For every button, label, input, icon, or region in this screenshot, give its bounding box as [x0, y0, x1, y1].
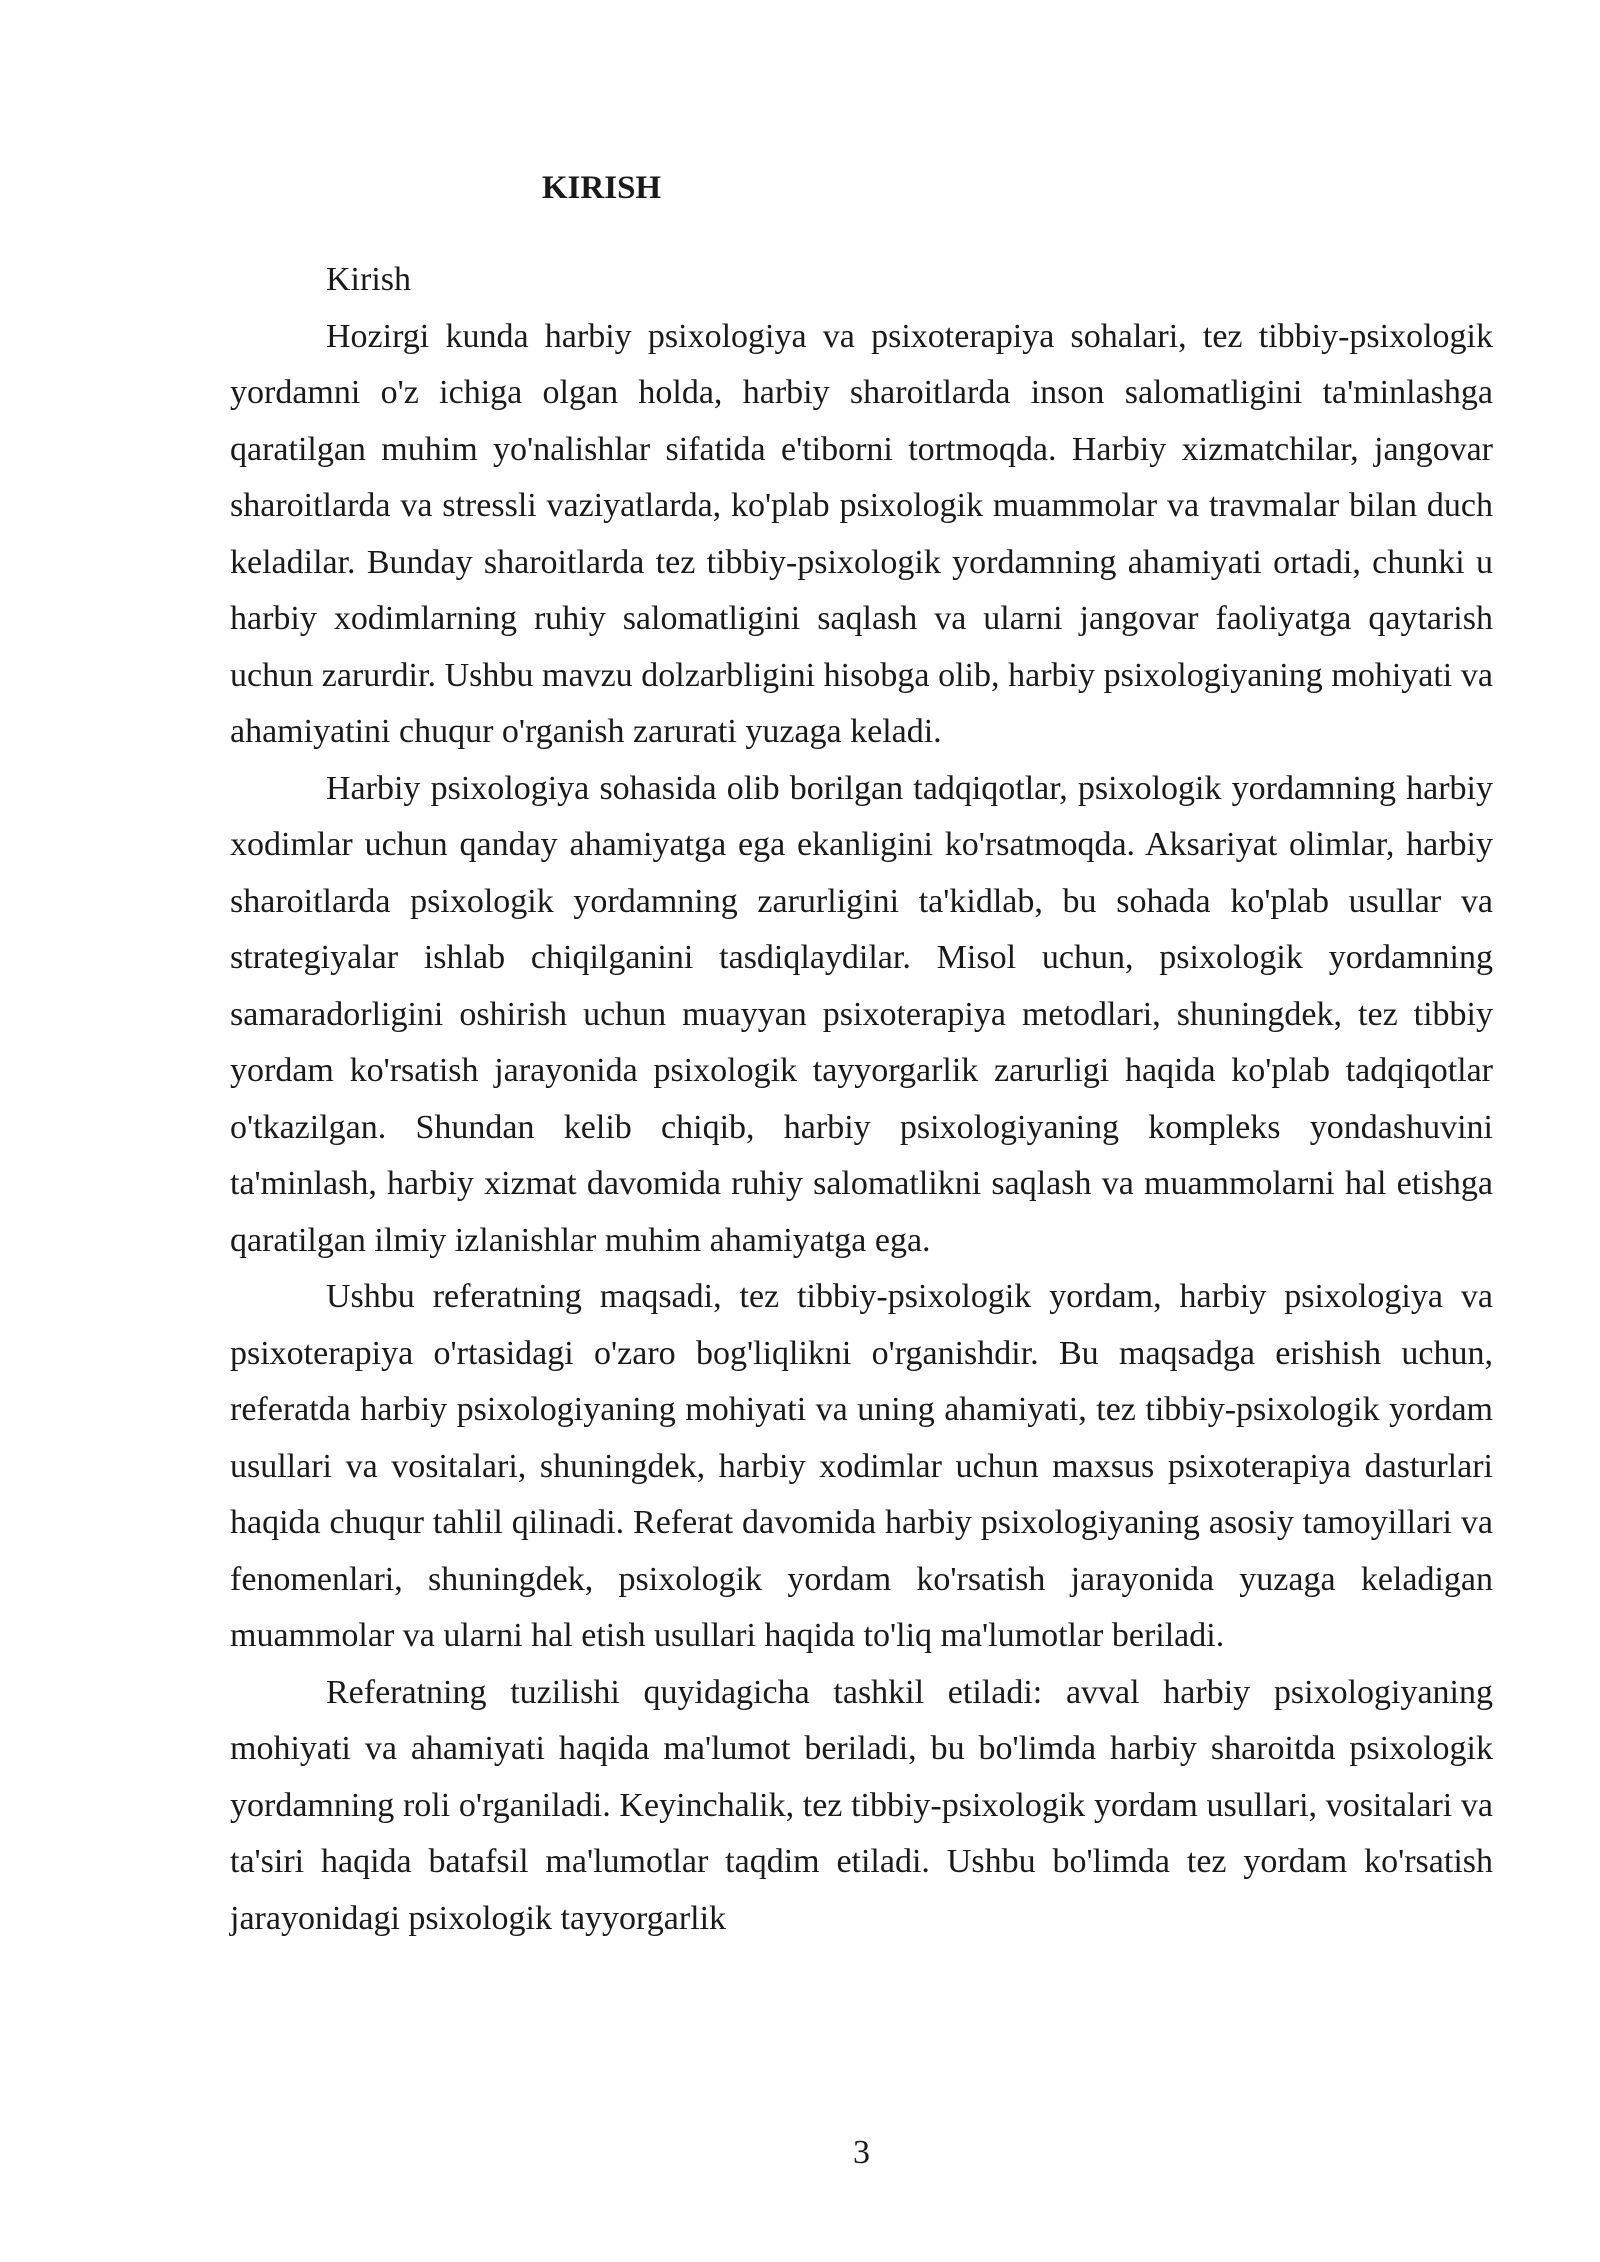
paragraph: Hozirgi kunda harbiy psixologiya va psixoterapiya sohalari, tez tibbiy-psixologik yordamni o'z ichiga olgan holda, harbiy sharoitlarda inson salomatligini ta'minlashga qaratilgan muhim yo'nalishlar sifatida e'tiborni tortmoqda. Harbiy xizmatchilar, jangovar sharoitlarda va stressli vaziyatlarda, ko'plab psixologik muammolar va travmalar bilan duch keladilar. Bunday sharoitlarda tez tibbiy-psixologik yordamning ahamiyati ortadi, chunki u harbiy xodimlarning ruhiy salomatligini saqlash va ularni jangovar faoliyatga qaytarish uchun zarurdir. Ushbu mavzu dolzarbligini hisobga olib, harbiy psixologiyaning mohiyati va ahamiyatini chuqur o'rganish zarurati yuzaga keladi. — [230, 317, 1493, 750]
body-text — [230, 252, 1493, 1947]
paragraph: Ushbu referatning maqsadi, tez tibbiy-psixologik yordam, harbiy psixologiya va psixoterapiya o'rtasidagi o'zaro bog'liqlikni o'rganishdir. Bu maqsadga erishish uchun, referatda harbiy psixologiyaning mohiyati va uning ahamiyati, tez tibbiy-psixologik yordam usullari va vositalari, shuningdek, harbiy xodimlar uchun maxsus psixoterapiya dasturlari haqida chuqur tahlil qilinadi. Referat davomida harbiy psixologiyaning asosiy tamoyillari va fenomenlari, shuningdek, psixologik yordam ko'rsatish jarayonida yuzaga keladigan muammolar va ularni hal etish usullari haqida to'liq ma'lumotlar beriladi. — [230, 1278, 1493, 1654]
paragraph-intro-label: Kirish — [326, 261, 411, 298]
section-heading: KIRISH — [541, 170, 662, 206]
paragraph: Referatning tuzilishi quyidagicha tashkil etiladi: avval harbiy psixologiyaning mohiyati va ahamiyati haqida ma'lumot beriladi, bu bo'limda harbiy sharoitda psixologik yordamning roli o'rganiladi. Keyinchalik, tez tibbiy-psixologik yordam usullari, vositalari va ta'siri haqida batafsil ma'lumotlar taqdim etiladi. Ushbu bo'limda tez yordam ko'rsatish jarayonidagi psixologik tayyorgarlik — [230, 1673, 1493, 1937]
page-number: 3 — [853, 2134, 870, 2171]
paragraph: Harbiy psixologiya sohasida olib borilgan tadqiqotlar, psixologik yordamning harbiy xodimlar uchun qanday ahamiyatga ega ekanligini ko'rsatmoqda. Aksariyat olimlar, harbiy sharoitlarda psixologik yordamning zarurligini ta'kidlab, bu sohada ko'plab usullar va strategiyalar ishlab chiqilganini tasdiqlaydilar. Misol uchun, psixologik yordamning samaradorligini oshirish uchun muayyan psixoterapiya metodlari, shuningdek, tez tibbiy yordam ko'rsatish jarayonida psixologik tayyorgarlik zarurligi haqida ko'plab tadqiqotlar o'tkazilgan. Shundan kelib chiqib, harbiy psixologiyaning kompleks yondashuvini ta'minlash, harbiy xizmat davomida ruhiy salomatlikni saqlash va muammolarni hal etishga qaratilgan ilmiy izlanishlar muhim ahamiyatga ega. — [230, 769, 1493, 1259]
